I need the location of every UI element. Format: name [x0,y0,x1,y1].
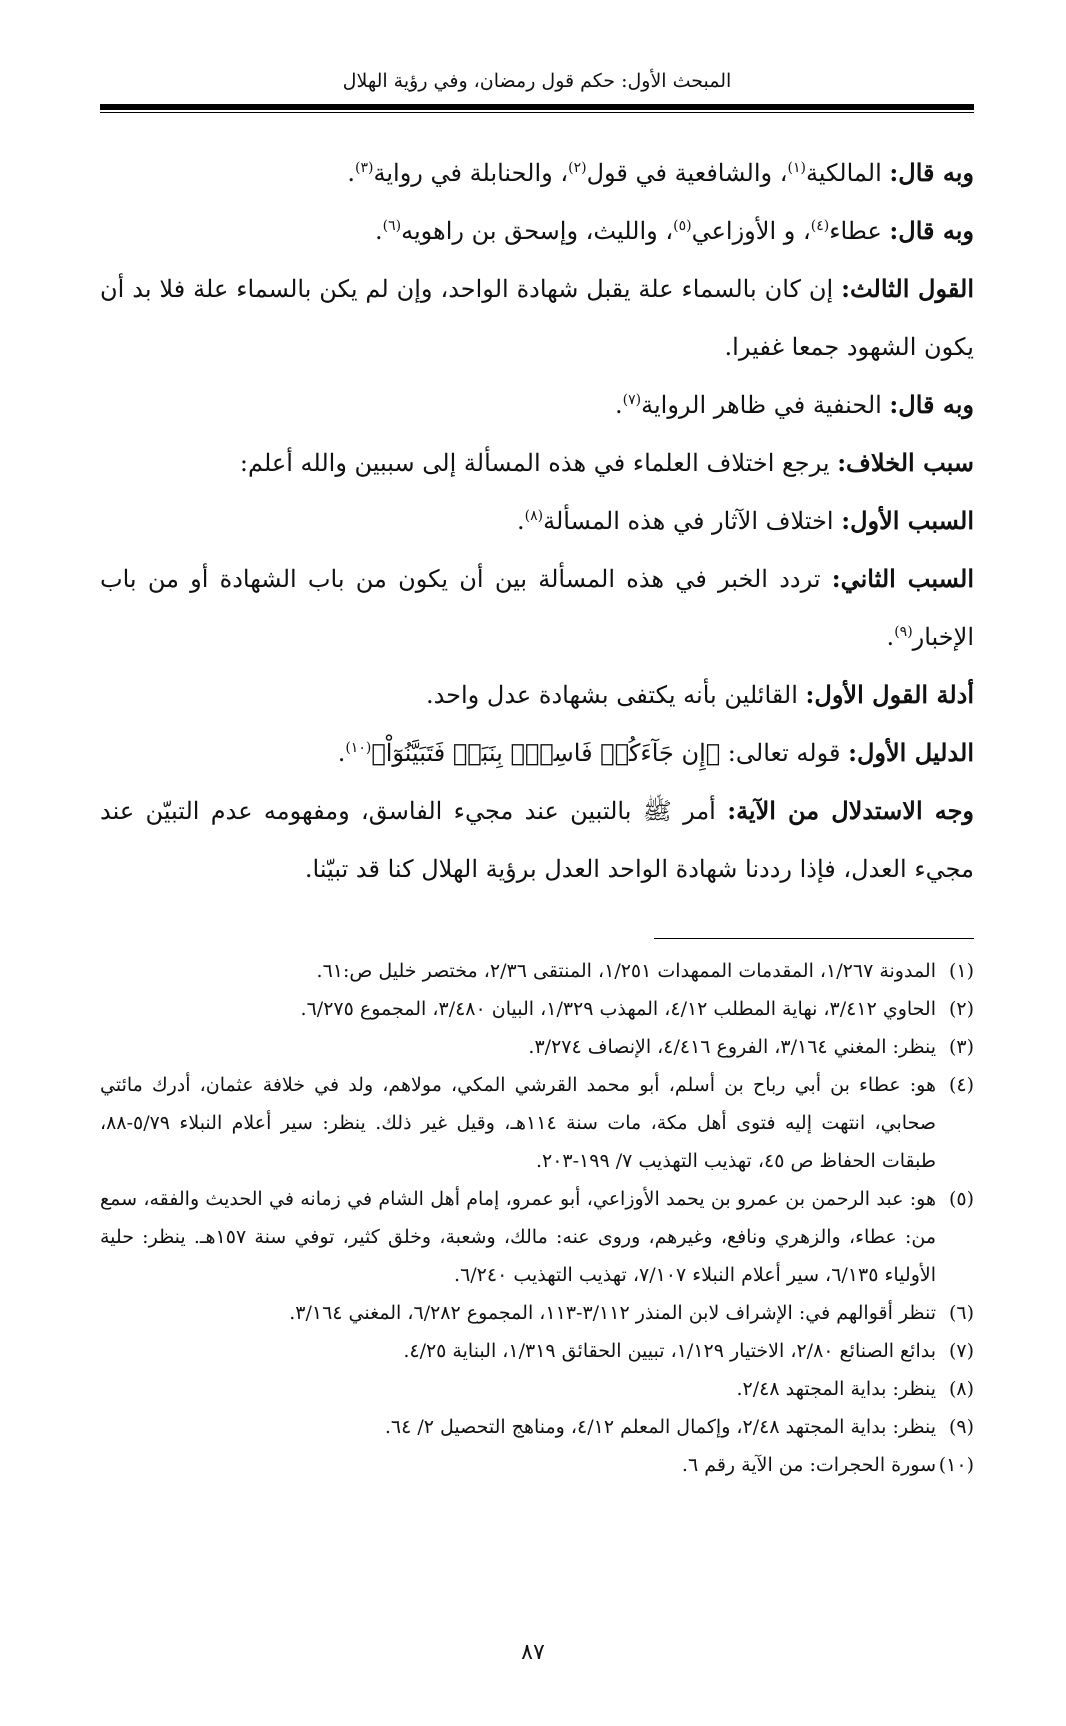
footnote-ref[interactable]: (٣) [355,160,374,176]
footnote [100,990,974,1028]
footnote-number: (٥) [948,1188,974,1210]
footnote-number: (١٠) [938,1454,974,1476]
footnote-text: المدونة ١/٢٦٧، المقدمات الممهدات ١/٢٥١، المنتقى ٢/٣٦، مختصر خليل ص:٦١. [316,960,936,982]
paragraph-text: الحنفية في ظاهر الرواية [641,391,890,419]
footnote-number: (٧) [948,1340,974,1362]
footnote [100,1408,974,1446]
footnote-text: هو: عبد الرحمن بن عمرو بن يحمد الأوزاعي، أبو عمرو، إمام أهل الشام في زمانه في الحديث والفقه، سمع من: عطاء، والزهري ونافع، وغيرهم، وروى عنه: مالك، وشعبة، وخلق كثير، توفي سنة ١٥٧هـ. ينظر: حلية الأولياء ٦/١٣٥، سير أعلام النبلاء ٧/١٠٧، تهذيب التهذيب ٦/٢٤٠. [100,1188,936,1286]
paragraph [100,492,974,550]
footnote-text: ينظر: المغني ٣/١٦٤، الفروع ٤/٤١٦، الإنصاف ٣/٢٧٤. [528,1036,936,1058]
footnote [100,1294,974,1332]
paragraph [100,782,974,898]
footnote-text: ينظر: بداية المجتهد ٢/٤٨، وإكمال المعلم ٤/١٢، ومناهج التحصيل ٢/ ٦٤. [384,1416,936,1438]
paragraph-label: القول الثالث: [841,274,974,303]
paragraph-label: وبه قال: [889,158,974,187]
paragraph-text: . [375,217,383,245]
footnote [100,1446,974,1484]
paragraph [100,202,974,260]
paragraph-text: إن كان بالسماء علة يقبل شهادة الواحد، وإن لم يكن بالسماء علة فلا بد أن يكون الشهود جمعا غفيرا. [100,275,974,361]
footnote [100,1028,974,1066]
page-number: ٨٧ [521,1640,545,1665]
footnote [100,952,974,990]
paragraph-text: قوله تعالى: [720,739,849,767]
paragraph-text: تردد الخبر في هذه المسألة بين أن يكون من باب الشهادة أو من باب الإخبار [100,565,974,651]
running-header: المبحث الأول: حكم قول رمضان، وفي رؤية الهلال [342,70,732,92]
footnote-number: (٢) [948,998,974,1020]
quran-verse: ﴿إِن جَآءَكُمۡ فَاسِقُۢ بِنَبَإٖ فَتَبَيَّنُوٓاْ﴾ [371,739,721,767]
footnote-ref[interactable]: (٧) [622,392,642,408]
footnote-number: (٦) [948,1302,974,1324]
paragraph-text: . [347,159,356,187]
paragraph [100,434,974,492]
footnote-text: ينظر: بداية المجتهد ٢/٤٨. [736,1378,936,1400]
footnote-ref[interactable]: (١٠) [345,740,372,756]
paragraph-text: القائلين بأنه يكتفى بشهادة عدل واحد. [425,681,806,709]
paragraph-text: . [517,507,525,535]
paragraph-text: ، والليث، وإسحق بن راهويه [401,217,674,245]
footnote-separator [654,938,974,939]
paragraph-text: اختلاف الآثار في هذه المسألة [543,507,842,535]
paragraph-text: ، والشافعية في قول [586,159,788,187]
footnote-ref[interactable]: (٤) [810,218,830,234]
footnote-number: (١) [948,960,974,982]
footnote [100,1370,974,1408]
footnote-number: (٤) [948,1074,974,1096]
paragraph-label: أدلة القول الأول: [805,680,974,709]
footnote-number: (٨) [948,1378,974,1400]
footnote-text: الحاوي ٣/٤١٢، نهاية المطلب ٤/١٢، المهذب ١/٣٢٩، البيان ٣/٤٨٠، المجموع ٦/٢٧٥. [300,998,936,1020]
footnote-ref[interactable]: (٩) [894,624,913,640]
paragraph-text: عطاء [829,217,890,245]
footnote [100,1332,974,1370]
paragraph-text: . [886,623,895,651]
paragraph [100,666,974,724]
paragraph [100,724,974,782]
paragraph-label: وبه قال: [889,216,974,245]
paragraph-label: وجه الاستدلال من الآية: [727,796,974,825]
paragraph [100,144,974,202]
paragraph-label: السبب الثاني: [831,564,974,593]
footnote-ref[interactable]: (٦) [382,218,402,234]
paragraph-text: . [615,391,623,419]
paragraph-label: سبب الخلاف: [837,448,974,477]
footnote-number: (٣) [948,1036,974,1058]
paragraph [100,260,974,376]
paragraph-label: وبه قال: [889,390,974,419]
paragraph [100,550,974,666]
paragraph-text: . [337,739,346,767]
main-text [100,144,974,898]
paragraph [100,376,974,434]
footnote-ref[interactable]: (١) [787,160,806,176]
paragraph-text: ، والحنابلة في رواية [373,159,569,187]
paragraph-label: السبب الأول: [841,506,974,535]
paragraph-text: ، و الأوزاعي [691,217,811,245]
paragraph-text: أمر ﷺ بالتبين عند مجيء الفاسق، ومفهومه عدم التبيّن عند مجيء العدل، فإذا رددنا شهادة الواحد العدل برؤية الهلال كنا قد تبيّنا. [100,797,974,883]
footnote-text: سورة الحجرات: من الآية رقم ٦. [681,1454,936,1476]
paragraph-text: يرجع اختلاف العلماء في هذه المسألة إلى سببين والله أعلم: [239,449,838,477]
paragraph-label: الدليل الأول: [848,738,974,767]
footnote-text: هو: عطاء بن أبي رباح بن أسلم، أبو محمد القرشي المكي، مولاهم، ولد في خلافة عثمان، أدرك مائتي صحابي، انتهت إليه فتوى أهل مكة، مات سنة ١١٤هـ، وقيل غير ذلك. ينظر: سير أعلام النبلاء ٥/٧٩-٨٨، طبقات الحفاظ ص ٤٥، تهذيب التهذيب ٧/ ١٩٩-٢٠٣. [100,1074,936,1172]
footnote-text: بدائع الصنائع ٢/٨٠، الاختيار ١/١٢٩، تبيين الحقائق ١/٣١٩، البناية ٤/٢٥. [403,1340,936,1362]
paragraph-text: المالكية [805,159,890,187]
footnote-ref[interactable]: (٥) [673,218,692,234]
footnote [100,1180,974,1294]
footnote-ref[interactable]: (٢) [568,160,587,176]
header-rule [100,104,974,110]
footnote-number: (٩) [948,1416,974,1438]
footnote-ref[interactable]: (٨) [524,508,544,524]
footnotes [100,952,974,1484]
footnote [100,1066,974,1180]
footnote-text: تنظر أقوالهم في: الإشراف لابن المنذر ٣/١١٢-١١٣، المجموع ٦/٢٨٢، المغني ٣/١٦٤. [289,1302,936,1324]
